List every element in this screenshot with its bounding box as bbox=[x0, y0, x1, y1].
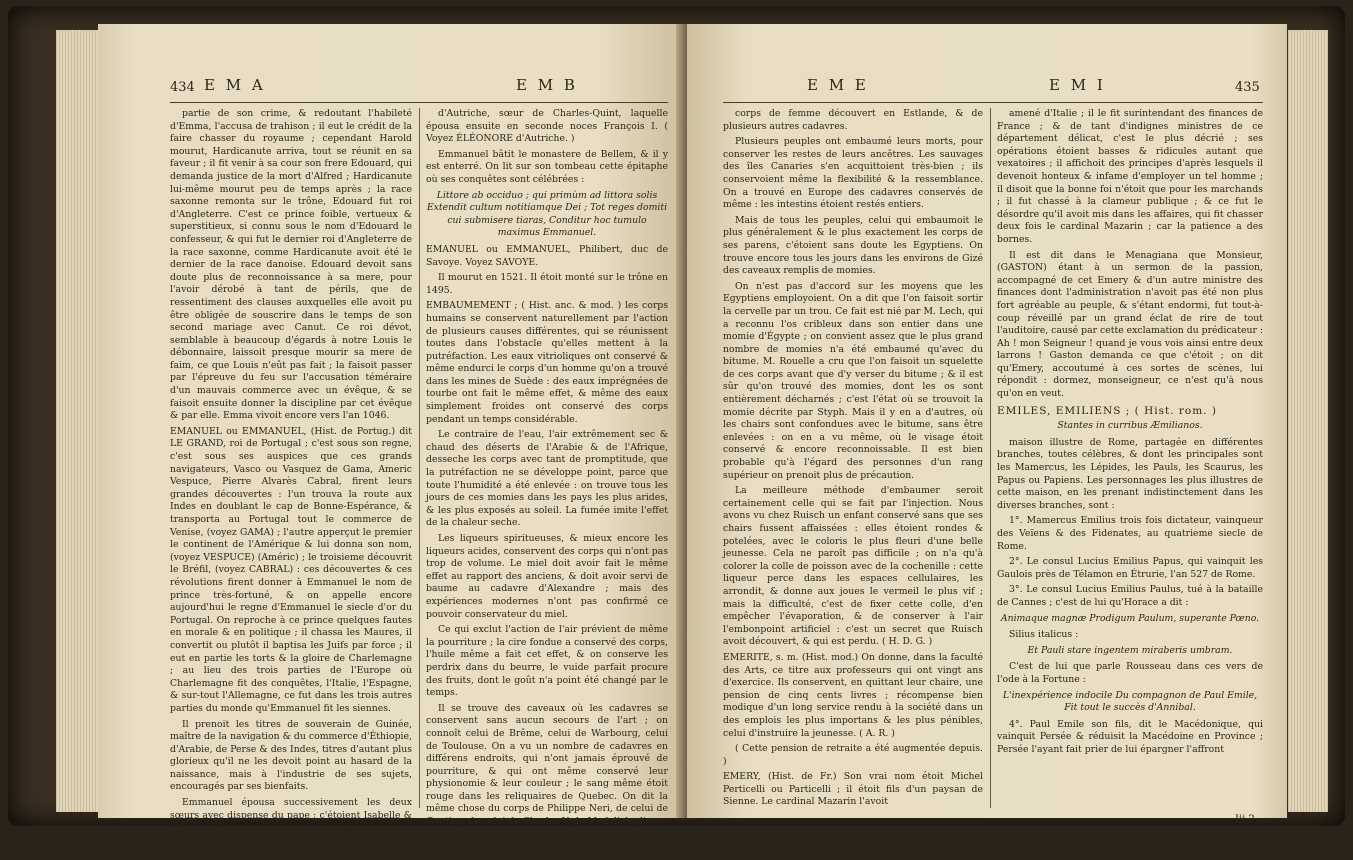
paragraph: Il mourut en 1521. Il étoit monté sur le trône en 1495. bbox=[426, 272, 668, 296]
paragraph: Silius italicus : bbox=[1009, 629, 1079, 641]
entry-emery: EMERY, (Hist. de Fr.) Son vrai nom étoit Michel Perticelli ou Particelli ; il étoit fils d'un paysan de Sienne. Le cardinal Mazarin l'avoit bbox=[723, 771, 983, 808]
header-rule bbox=[723, 102, 1263, 103]
epitaph-verse: Littore ab occiduo ; qui primùm ad littora solis Extendit cultum notitiamque Dei ; Tot reges domiti cui submisere tiaras, Conditur hoc tumulo maximus Emmanuel. bbox=[426, 189, 668, 239]
quotation: Et Pauli stare ingentem miraberis umbram. bbox=[1027, 644, 1233, 656]
paragraph: Emmanuel épousa successivement les deux sœurs avec dispense du pape ; c'étoient Isabelle & Marie, filles de Ferdinand le catholique, roi d'Espagne : il épousa en troisiemes noces leur niece, Éléonore bbox=[170, 797, 412, 859]
text-column-1 bbox=[723, 108, 983, 808]
paragraph: Plusieurs peuples ont embaumé leurs morts, pour conserver les restes de leurs ancêtres. Les sauvages des îles Canaries s'en acquittoient très-bien ; ils conservoient même la flexibilité & la ressemblance. On a trouvé en Europe des cadavres conservés de même : les intestins étoient restés entiers. bbox=[723, 136, 983, 211]
paragraph: Il est dit dans le Menagiana que Monsieur, (GASTON) étant à un sermon de la passion, accompagné de cet Emery & d'un autre ministre des finances dont l'administration n'avoit pas été non plus fort agréable au peuple, & s'étant endormi, fut tout-à-coup réveillé par un grand éclat de rire de tout l'auditoire, causé par cette exclamation du prédicateur : Ah ! mon Seigneur ! quand je vous vois ainsi entre deux larrons ! Gaston demanda ce que c'étoit ; on dit qu'Emery, accoutumé à ces sortes de scènes, lui répondit : dormez, monseigneur, ce n'est qu'à nous qu'on en veut. bbox=[997, 249, 1263, 400]
signature-mark: Iii 2 bbox=[1235, 814, 1255, 825]
entry-emerite: EMERITE, s. m. (Hist. mod.) On donne, dans la faculté des Arts, ce titre aux professeurs qui ont vingt ans d'exercice. Ils conservent, en quittant leur chaire, une pension de cinq cents livres ; récompense bien modique d'un long service rendu à la société dans un des emplois les plus importans & les plus pénibles, celui d'instruire la jeunesse. ( A. R. ) bbox=[723, 651, 983, 739]
left-page bbox=[98, 24, 683, 859]
paragraph: Le contraire de l'eau, l'air extrêmement sec & chaud des déserts de l'Arabie & de l'Afrique, desseche les corps avec tant de promptitude, que la putréfaction ne se développe point, parce que toute l'humidité a été enlevée : on trouve tous les jours de ces momies dans les pays les plus arides, & les plus exposés au soleil. La fumée imite l'effet de la chaleur seche. bbox=[426, 429, 668, 529]
paragraph: 2°. Le consul Lucius Emilius Papus, qui vainquit les Gaulois près de Télamon en Étrurie, l'an 527 de Rome. bbox=[997, 556, 1263, 580]
column-separator bbox=[419, 108, 420, 808]
paragraph: maison illustre de Rome, partagée en différentes branches, toutes célèbres, & dont les principales sont les Mamercus, les Lépides, les Pauls, les Scaurus, les Papus ou Papiens. Les personnages les plus illustres de cette maison, en les prenant indistinctement dans les diverses branches, sont : bbox=[997, 436, 1263, 511]
paragraph: Mais de tous les peuples, celui qui embaumoit le plus généralement & le plus exactement les corps de ses parens, c'étoient sans doute les Egyptiens. On trouve encore tous les jours dans les environs de Gizé des caveaux remplis de momies. bbox=[723, 214, 983, 277]
paragraph: On n'est pas d'accord sur les moyens que les Egyptiens employoient. On a dit que l'on faisoit sortir la cervelle par un trou. Ce fait est nié par M. Lech, qui a reconnu l'os cribleux dans son entier dans une momie d'Égypte ; on convient assez que le plus grand nombre de momies n'a été embaumé qu'avec du bitume. M. Rouelle a cru que l'on faisoit un squelette de ces corps avant que d'y verser du bitume ; & il est sûr qu'on trouvé des momies, dont les os sont entièrement décharnés ; c'est l'état où se trouvoit la momie décrite par Styph. Mais il y en a d'autres, où les chairs sont confondues avec le bitume, sans être enlevées : on en a vu même, où le visage étoit conservé & encore reconnoissable. Il est bien probable qu'à l'égard des personnes d'un rang supérieur on prenoit plus de précaution. bbox=[723, 280, 983, 481]
paragraph: Les liqueurs spiritueuses, & mieux encore les liqueurs acides, conservent des corps qui n'ont pas trop de volume. Le miel doit avoir fait le même effet au rapport des anciens, & doit avoir servi de baume au cadavre d'Alexandre ; mais des expériences modernes n'ont pas confirmé ce pouvoir conservateur du miel. bbox=[426, 533, 668, 620]
running-head-right: E M I bbox=[1049, 76, 1106, 94]
paragraph: 4°. Paul Emile son fils, dit le Macédonique, qui vainquit Persée & réduisit la Macédoine en Province ; Persée l'ayant fait prier de lui épargner l'affront bbox=[997, 718, 1263, 755]
paragraph: partie de son crime, & redoutant l'habileté d'Emma, l'accusa de trahison ; il eut le crédit de la faire chasser du royaume ; cependant Harold mourut, Hardicanute arriva, tout se réunit en sa faveur ; il fit venir à sa cour son frere Edouard, qui demanda justice de la mort d'Alfred ; Hardicanute lui-même mourut peu de temps après ; la race saxonne remonta sur le trône, Edouard fut roi d'Angleterre. C'est ce prince foible, vertueux & superstitieux, si connu sous le nom d'Edouard le confesseur, & qui fut le dernier roi d'Angleterre de la race saxonne, comme Hardicanute avoit été le dernier de la race danoise. Edouard devoit sans doute plus de reconnoissance à sa mere, pour l'avoir dérobé à tant de périls, que de ressentiment des clauses auxquelles elle avoit pu être obligée de souscrire dans le temps de son second mariage avec Canut. Ce roi dévot, semblable à beaucoup d'égards à notre Louis le débonnaire, laissoit presque mourir sa mere de faim, ce que Louis n'eût pas fait ; la faisoit passer par l'épreuve du feu sur l'accusation téméraire d'un mauvais commerce avec un évêque, & se faisoit ensuite donner la discipline par cet évêque & par elle. Emma vivoit encore vers l'an 1046. bbox=[170, 108, 412, 422]
paragraph: 3°. Le consul Lucius Emilius Paulus, tué à la bataille de Cannes ; c'est de lui qu'Horace a dit : bbox=[997, 584, 1263, 608]
column-separator bbox=[990, 108, 991, 808]
header-rule bbox=[170, 102, 668, 103]
entry-emanuel: EMANUEL ou EMMANUEL, (Hist. de Portug.) dit LE GRAND, roi de Portugal ; c'est sous son regne, c'est sous ses auspices que ces grands navigateurs, Vasco ou Vasquez de Gama, Americ Vespuce, Pierre Alvarès Cabral, firent leurs grandes découvertes : l'un trouva la route aux Indes en doublant le cap de Bonne-Espérance, & transporta au Portugal tout le commerce de Venise, (voyez GAMA) ; l'autre apperçut le premier le continent de l'Amérique & lui donna son nom, (voyez VESPUCE) (Améric) ; le troisieme découvrit le Bréfil, (voyez CABRAL) : ces découvertes & ces révolutions firent donner à Emmanuel le nom de prince très-fortuné, & on appelle encore aujourd'hui le regne d'Emmanuel le siecle d'or du Portugal. On reproche à ce prince quelques fautes en morale & en politique ; il chassa les Maures, il convertit ou plutôt il baptisa les Juifs par force ; il eut en partie les torts & la gloire de Charlemagne ; au lieu des trois parties de l'Europe où Charlemagne fit des conquêtes, l'Italie, l'Espagne, & sur-tout l'Allemagne, ce fut dans les trois autres parties du monde qu'Emmanuel fit les siennes. bbox=[170, 425, 412, 714]
book-spread bbox=[8, 6, 1345, 859]
text-column-2 bbox=[997, 108, 1263, 808]
entry-embaumement: EMBAUMEMENT ; ( Hist. anc. & mod. ) les corps humains se conservent naturellement par l'action de plusieurs causes différentes, qui se réunissent toutes dans l'obstacle qu'elles mettent à la putréfaction. Les eaux vitrioliques ont conservé & même endurci le corps d'un homme qu'on a trouvé dans les mines de Suède : des eaux imprégnées de tourbe ont fait le même effet, & même des eaux simplement froides ont conservé des corps pendant un temps considérable. bbox=[426, 300, 668, 425]
text-column-1 bbox=[170, 108, 412, 859]
paragraph: 1°. Mamercus Emilius trois fois dictateur, vainqueur des Veïens & des Fidenates, au quatrieme siecle de Rome. bbox=[997, 515, 1263, 552]
page-edges-left bbox=[56, 30, 100, 812]
right-page bbox=[687, 24, 1287, 825]
running-head-left: E M A bbox=[204, 76, 266, 94]
paragraph: amené d'Italie ; il le fit surintendant des finances de France ; & de tant d'indignes ministres de ce département délicat, c'est le plus décrié ; ses opérations étoient basses & ridicules autant que vexatoires ; il affichoit des principes d'après lesquels il devenoit honteux & infame d'employer un tel homme ; il disoit que la bonne foi n'étoit que pour les marchands ; il fut chassé à la clameur publique ; & ce fut le désordre qu'il avoit mis dans les affaires, qui fit chasser deux fois le cardinal Mazarin ; car la patience a des bornes. bbox=[997, 108, 1263, 245]
paragraph: ( Cette pension de retraite a été augmentée depuis. ) bbox=[723, 743, 983, 767]
paragraph: Il se trouve des caveaux où les cadavres se conservent sans aucun secours de l'art ; on connoît celui de Brême, celui de Warbourg, celui de Toulouse. On a vu un nombre de cadavres en différens endroits, qui n'ont jamais éprouvé de pourriture, & qui ont même conservé leur physionomie & leur couleur ; le sang même étoit rouge dans les reliquaires de Quebec. On dit la même chose du corps de Philippe Neri, de celui de Gontins, de celui de Charles V, de Modelich, d'un bbox=[426, 702, 668, 828]
running-head-left: E M E bbox=[807, 76, 869, 94]
paragraph: Il prenoit les titres de souverain de Guinée, maître de la navigation & du commerce d'Éthiopie, d'Arabie, de Perse & des Indes, titres d'autant plus glorieux qu'il ne les devoit point au hasard de la naissance, mais à l'industrie de ses sujets, encouragés par ses bienfaits. bbox=[170, 718, 412, 793]
paragraph: d'Autriche, sœur de Charles-Quint, laquelle épousa ensuite en seconde noces François I. ( Voyez ÉLÉONORE d'Autriche. ) bbox=[426, 108, 668, 145]
paragraph: corps de femme découvert en Estlande, & de plusieurs autres cadavres. bbox=[723, 108, 983, 132]
quotation: L'inexpérience indocile Du compagnon de Paul Emile, Fit tout le succès d'Annibal. bbox=[1002, 689, 1258, 714]
quotation: Animaque magnæ Prodigum Paulum, superante Pœno. bbox=[1000, 612, 1260, 624]
paragraph: Ce qui exclut l'action de l'air prévient de même la pourriture ; la cire fondue a conservé des corps, l'huile même a fait cet effet, & on conserve les perdrix dans du beurre, le vuide parfait procure des fruits, dont le goût n'a point été changé par le temps. bbox=[426, 624, 668, 699]
page-number: 435 bbox=[1235, 80, 1260, 95]
page-number: 434 bbox=[170, 80, 195, 95]
page-edges-right bbox=[1288, 30, 1328, 812]
paragraph: La meilleure méthode d'embaumer seroit certainement celle qui se fait par l'injection. Nous avons vu chez Ruisch un enfant conservé sans que ses chairs fussent affaissées : elles étoient rondes & potelées, avec le coloris le plus fleuri d'une belle jeunesse. Cela ne paroît pas difficile ; on n'a qu'à colorer la colle de poisson avec de la cochenille : cette liqueur perce dans les espaces cellulaires, les arrondit, & donne aux joues le vermeil le plus vif ; mais la difficulté, c'est de fixer cette colle, d'en empêcher l'évaporation, & de conserver à l'air l'embonpoint artificiel : c'est un secret que Ruisch avoit découvert, & qui est perdu. ( H. D. G. ) bbox=[723, 485, 983, 648]
paragraph: Emmanuel bâtit le monastere de Bellem, & il y est enterré. On lit sur son tombeau cette épitaphe où ses conquêtes sont célébrées : bbox=[426, 148, 668, 185]
quotation: Stantes in curribus Æmilianos. bbox=[1057, 420, 1203, 432]
entry-heading-emiles: EMILES, EMILIENS ; ( Hist. rom. ) bbox=[997, 404, 1217, 417]
text-column-2 bbox=[426, 108, 668, 828]
paragraph: C'est de lui que parle Rousseau dans ces vers de l'ode à la Fortune : bbox=[997, 661, 1263, 685]
running-head-right: E M B bbox=[516, 76, 578, 94]
entry-emanuel-philibert: EMANUEL ou EMMANUEL, Philibert, duc de Savoye. Voyez SAVOYE. bbox=[426, 243, 668, 268]
